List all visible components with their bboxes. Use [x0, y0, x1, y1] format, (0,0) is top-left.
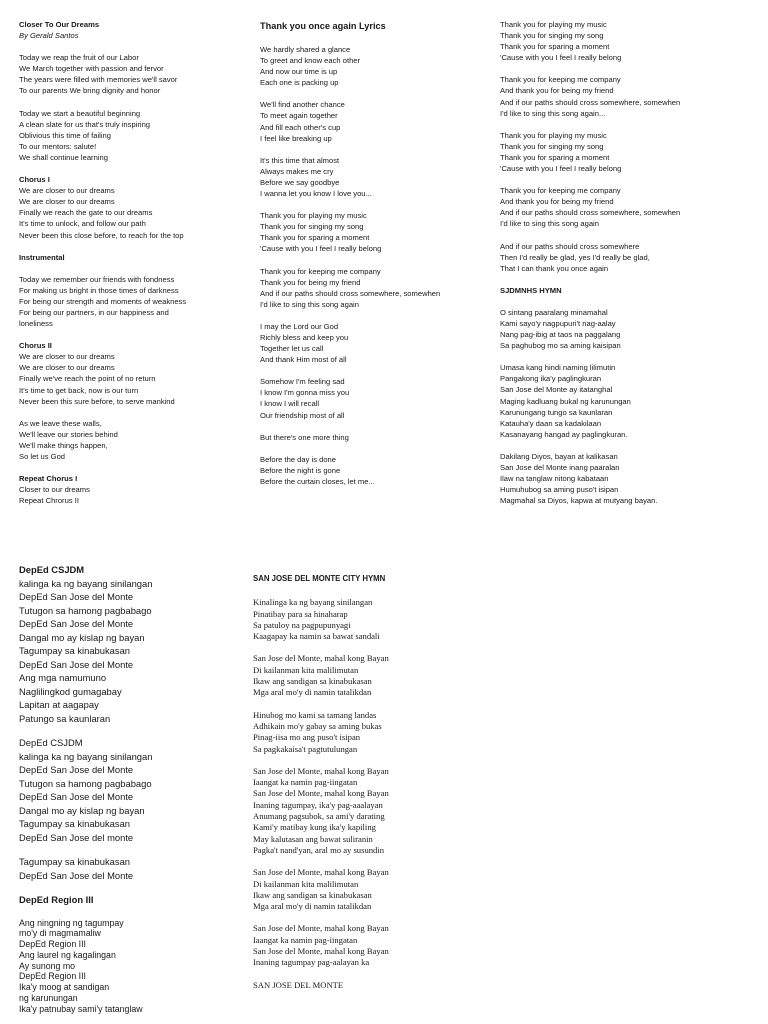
lyric-line: Always makes me cry — [260, 166, 334, 176]
lyrics-continued-column — [500, 19, 762, 506]
stanza — [19, 108, 244, 163]
lyric-line: Before the night is gone — [260, 465, 341, 475]
stanza-gap — [19, 163, 244, 174]
stanza — [19, 185, 244, 240]
lyric-line: Ay sunong mo — [19, 960, 76, 971]
lyric-line: Ika'y patnubay sami'y tatanglaw — [19, 1003, 143, 1014]
stanza — [19, 577, 244, 726]
stanza — [253, 867, 503, 912]
section-heading — [19, 893, 244, 907]
lyric-line: I wanna let you know I love you... — [260, 189, 372, 199]
stanza — [253, 597, 503, 642]
heading-text: Repeat Chorus I — [19, 474, 78, 484]
lyric-line: Sa patuloy na pagpupunyagi — [253, 619, 351, 630]
lyric-line: Thank you for keeping me company — [260, 266, 381, 276]
sjdm-city-hymn-column — [253, 573, 503, 991]
lyric-line: DepEd Region III — [19, 939, 86, 950]
lyric-line: Pinag-iisa mo ang puso't isipan — [253, 732, 361, 743]
stanza — [253, 710, 503, 755]
lyrics-body — [500, 19, 762, 506]
lyric-line: We are closer to our dreams — [19, 186, 115, 196]
stanza-gap — [253, 642, 503, 653]
lyric-line: Mga aral mo'y di namin tatalikdan — [253, 901, 372, 912]
lyric-line: And fill each other's cup — [260, 122, 341, 132]
lyric-line: Richly bless and keep you — [260, 332, 349, 342]
lyric-line: DepEd San Jose del Monte — [19, 658, 134, 670]
lyric-line: DepEd Region III — [19, 971, 86, 982]
lyric-line: I'd like to sing this song again — [500, 219, 599, 229]
lyric-line: But there's one more thing — [260, 432, 349, 442]
stanza — [260, 266, 492, 310]
stanza-gap — [253, 755, 503, 766]
lyric-line: Ang mga namumuno — [19, 672, 107, 683]
stanza — [260, 321, 492, 365]
lyric-line: San Jose del Monte, mahal kong Bayan — [253, 867, 389, 878]
stanza — [19, 418, 244, 462]
song-title: SAN JOSE DEL MONTE CITY HYMN — [253, 574, 386, 583]
lyric-line: For making us bright in those times of darkness — [19, 285, 179, 295]
stanza — [253, 980, 503, 991]
lyric-line: We are closer to our dreams — [19, 352, 115, 362]
lyric-line: Hinubog mo kami sa tamang landas — [253, 709, 377, 720]
lyric-line: Together let us call — [260, 344, 324, 354]
lyric-line: It's this time that almost — [260, 155, 340, 165]
stanza-gap — [19, 407, 244, 418]
song-title: Thank you once again Lyrics — [260, 21, 386, 31]
lyric-line: And if our paths should cross somewhere, somewhen — [500, 97, 681, 107]
heading-text: Instrumental — [19, 252, 65, 262]
lyric-line: San Jose del Monte inang paaralan — [500, 463, 620, 472]
lyric-line: Kami'y matibay kung ika'y kapiling — [253, 822, 376, 833]
lyric-line: San Jose del Monte, mahal kong Bayan — [253, 653, 389, 664]
lyric-line: May kalutasan ang bawat suliranin — [253, 833, 373, 844]
lyric-line: Thank you for being my friend — [260, 277, 361, 287]
lyric-line: Kami sayo'y nagpupuri't nag-aalay — [500, 318, 616, 328]
lyric-line: For being our strength and moments of weakness — [19, 296, 187, 306]
stanza-gap — [19, 725, 244, 736]
stanza — [19, 484, 244, 506]
stanza-gap — [19, 844, 244, 855]
closer-to-our-dreams-column — [19, 19, 244, 506]
lyric-line: Thank you for playing my music — [500, 20, 607, 29]
lyric-line: Dakilang Diyos, bayan at kalikasan — [500, 451, 618, 461]
lyric-line: Maging kadluang bukal ng karunungan — [500, 396, 631, 406]
spacer — [19, 41, 244, 52]
stanza-gap — [260, 199, 492, 210]
stanza — [500, 130, 762, 174]
lyric-line: And thank you for being my friend — [500, 197, 614, 207]
lyric-line: Dangal mo ay kislap ng bayan — [19, 804, 145, 816]
stanza-gap — [19, 462, 244, 473]
stanza-gap — [260, 310, 492, 321]
stanza-gap — [19, 329, 244, 340]
section-heading — [19, 252, 244, 263]
lyric-line: And now our time is up — [260, 67, 338, 77]
stanza-gap — [260, 255, 492, 266]
lyric-line: I'd like to sing this song again... — [500, 108, 606, 118]
lyric-line: Thank you for sparing a moment — [500, 152, 610, 162]
lyric-line: Pagka't nand'yan, aral mo ay susundin — [253, 844, 385, 855]
lyric-line: That I can thank you once again — [500, 263, 609, 273]
lyric-line: Tagumpay sa kinabukasan — [19, 856, 131, 867]
lyric-line: Dangal mo ay kislap ng bayan — [19, 631, 145, 643]
stanza-gap — [19, 907, 244, 918]
lyric-line: Before we say goodbye — [260, 177, 340, 187]
lyric-line: Thank you for keeping me company — [500, 186, 621, 196]
lyric-line: A clean slate for us that's truly inspiring — [19, 119, 151, 129]
lyric-line: I'd like to sing this song again — [260, 299, 359, 309]
stanza-gap — [253, 856, 503, 867]
lyric-line: Humuhubog sa aming puso't isipan — [500, 485, 619, 495]
lyric-line: Somehow I'm feeling sad — [260, 377, 345, 387]
lyric-line: I may the Lord our God — [260, 321, 339, 331]
heading-text: Chorus I — [19, 175, 50, 185]
stanza-gap — [19, 882, 244, 893]
heading-text: DepEd CSJDM — [19, 564, 85, 575]
lyric-line: We are closer to our dreams — [19, 197, 115, 207]
lyric-line: Closer to our dreams — [19, 485, 90, 495]
lyric-line: Iaangat ka namin pag-iingatan — [253, 934, 358, 945]
heading-text: Chorus II — [19, 341, 52, 351]
lyric-line: The years were filled with memories we'll savor — [19, 75, 178, 85]
lyric-line: 'Cause with you I feel I really belong — [260, 244, 382, 254]
lyric-line: Ang ningning ng tagumpay — [19, 917, 124, 928]
lyric-line: Oblivious this time of failing — [19, 130, 112, 140]
stanza — [19, 274, 244, 329]
lyric-line: DepEd San Jose del Monte — [19, 591, 134, 602]
lyric-line: Inaning tagumpay, ika'y pag-aaalayan — [253, 799, 383, 810]
lyric-line: It's time to get back, now is our turn — [19, 385, 139, 395]
stanza-gap — [500, 174, 762, 185]
lyric-line: Finally we've reach the point of no return — [19, 374, 156, 384]
stanza-gap — [19, 241, 244, 252]
lyric-line: San Jose del Monte, mahal kong Bayan — [253, 788, 389, 799]
lyric-line: So let us God — [19, 452, 66, 461]
lyric-line: DepEd CSJDM — [19, 737, 83, 748]
lyric-line: Today we reap the fruit of our Labor — [19, 53, 139, 63]
stanza — [260, 432, 492, 443]
heading-text: DepEd Region III — [19, 894, 94, 905]
lyric-line: Our friendship most of all — [260, 410, 345, 420]
stanza-gap — [19, 97, 244, 108]
lyric-line: Thank you for singing my song — [260, 222, 364, 232]
lyric-line: Tagumpay sa kinabukasan — [19, 818, 131, 829]
stanza-gap — [500, 351, 762, 362]
lyric-line: Ika'y moog at sandigan — [19, 982, 110, 993]
stanza-gap — [253, 699, 503, 710]
lyric-line: And if our paths should cross somewhere, somewhen — [260, 288, 441, 298]
lyric-line: Tagumpay sa kinabukasan — [19, 645, 131, 656]
lyric-line: Ikaw ang sandigan sa kinabukasan — [253, 889, 372, 900]
lyric-line: Thank you for playing my music — [500, 130, 607, 140]
lyric-line: San Jose del Monte, mahal kong Bayan — [253, 946, 389, 957]
stanza — [260, 210, 492, 254]
stanza-gap — [260, 88, 492, 99]
lyric-line: Before the day is done — [260, 454, 336, 464]
stanza-gap — [260, 421, 492, 432]
stanza-gap — [500, 296, 762, 307]
lyric-line: Thank you for keeping me company — [500, 75, 621, 85]
stanza — [260, 44, 492, 88]
lyric-line: 'Cause with you I feel I really belong — [500, 53, 622, 63]
stanza — [500, 451, 762, 506]
lyric-line: And if our paths should cross somewhere — [500, 241, 640, 251]
lyric-line: Ikaw ang sandigan sa kinabukasan — [253, 676, 372, 687]
lyric-line: As we leave these walls, — [19, 418, 102, 428]
song-title: Closer To Our Dreams — [19, 20, 100, 29]
stanza — [253, 653, 503, 698]
lyric-line: And thank Him most of all — [260, 355, 347, 365]
lyric-line: Thank you for sparing a moment — [500, 42, 610, 52]
lyric-line: Nang pag-ibig at taos na paggalang — [500, 330, 621, 340]
lyric-line: Inaning tagumpay pag-aalayan ka — [253, 957, 370, 968]
lyric-line: SAN JOSE DEL MONTE — [253, 979, 344, 990]
lyrics-body — [19, 52, 244, 506]
stanza — [500, 307, 762, 351]
lyric-line: kalinga ka ng bayang sinilangan — [19, 750, 153, 762]
lyric-line: DepEd San Jose del Monte — [19, 764, 134, 775]
lyric-line: We'll leave our stories behind — [19, 429, 118, 439]
stanza — [19, 855, 244, 882]
lyric-line: Karunungang tungo sa kaunlaran — [500, 407, 613, 417]
stanza-gap — [260, 443, 492, 454]
lyric-line: Sa paghubog mo sa aming kaisipan — [500, 341, 621, 351]
lyric-line: Pinatibay para sa hinaharap — [253, 608, 348, 619]
lyric-line: loneliness — [19, 319, 53, 329]
lyric-line: Di kailanman kita malilimutan — [253, 664, 359, 675]
stanza — [500, 185, 762, 229]
stanza — [260, 376, 492, 420]
lyric-line: O sintang paaralang minamahal — [500, 307, 608, 317]
lyric-line: Thank you for singing my song — [500, 141, 604, 151]
lyric-line: Anumang pagsubok, sa ami'y darating — [253, 811, 385, 822]
lyric-line: To our mentors: salute! — [19, 141, 97, 151]
lyric-line: It's time to unlock, and follow our path — [19, 219, 146, 229]
lyric-line: 'Cause with you I feel I really belong — [500, 164, 622, 174]
stanza-gap — [500, 230, 762, 241]
lyrics-body — [253, 597, 503, 991]
stanza-gap — [260, 144, 492, 155]
stanza — [253, 923, 503, 968]
lyric-line: Then I'd really be glad, yes I'd really be glad, — [500, 252, 650, 262]
lyric-line: Pangakong ika'y paglingkuran — [500, 374, 602, 384]
lyric-line: Tutugon sa hamong pagbabago — [19, 604, 152, 616]
stanza-gap — [253, 969, 503, 980]
lyric-line: And thank you for being my friend — [500, 86, 614, 96]
stanza — [253, 766, 503, 856]
stanza — [260, 454, 492, 487]
lyric-line: DepEd San Jose del Monte — [19, 791, 134, 802]
lyric-line: DepEd San Jose del Monte — [19, 869, 134, 881]
lyric-line: mo'y di magmamaliw — [19, 928, 101, 939]
stanza — [19, 736, 244, 844]
lyric-line: DepEd San Jose del monte — [19, 831, 134, 843]
stanza — [260, 99, 492, 143]
lyric-line: And if our paths should cross somewhere, somewhen — [500, 208, 681, 218]
lyric-line: Katauha'y daan sa kadakilaan — [500, 418, 602, 428]
lyric-line: Umasa kang hindi naming lilimutin — [500, 363, 616, 373]
lyric-line: Thank you for sparing a moment — [260, 233, 370, 243]
stanza-gap — [500, 119, 762, 130]
lyric-line: To our parents We bring dignity and honor — [19, 86, 161, 96]
lyrics-body — [19, 563, 244, 1015]
stanza-gap — [500, 274, 762, 285]
lyric-line: Never been this sure before, to serve mankind — [19, 396, 175, 406]
stanza — [500, 241, 762, 274]
lyrics-body — [260, 44, 492, 487]
stanza-gap — [500, 440, 762, 451]
lyric-line: To meet again together — [260, 111, 338, 121]
lyric-line: I know I will recall — [260, 399, 320, 409]
section-heading — [19, 340, 244, 351]
lyric-line: I know I'm gonna miss you — [260, 388, 350, 398]
stanza — [260, 155, 492, 199]
lyric-line: Kaagapay ka namin sa bawat sandali — [253, 631, 380, 642]
stanza — [500, 19, 762, 63]
section-heading — [19, 473, 244, 484]
lyric-line: For being our partners, in our happiness and — [19, 307, 169, 317]
section-heading — [19, 174, 244, 185]
stanza-gap — [260, 365, 492, 376]
song-author: By Gerald Santos — [19, 31, 79, 41]
lyric-line: Each one is packing up — [260, 78, 339, 88]
lyric-line: San Jose del Monte ay itatanghal — [500, 385, 613, 395]
lyric-line: Ilaw na tanglaw nitong kabataan — [500, 474, 609, 484]
lyric-line: Finally we reach the gate to our dreams — [19, 208, 153, 218]
lyric-line: kalinga ka ng bayang sinilangan — [19, 577, 153, 589]
stanza-gap — [19, 263, 244, 274]
lyric-line: Before the curtain closes, let me... — [260, 476, 375, 486]
lyric-line: To greet and know each other — [260, 56, 361, 66]
lyric-line: San Jose del Monte, mahal kong Bayan — [253, 765, 389, 776]
lyric-line: We March together with passion and fervor — [19, 64, 164, 74]
lyric-line: Patungo sa kaunlaran — [19, 712, 111, 724]
deped-hymns-column — [19, 563, 244, 1015]
lyric-line: Mga aral mo'y di namin tatalikdan — [253, 687, 372, 698]
section-heading — [500, 285, 762, 296]
lyric-line: Lapitan at aagapay — [19, 699, 99, 710]
lyric-line: Tutugon sa hamong pagbabago — [19, 777, 152, 789]
lyric-line: We shall continue learning — [19, 152, 108, 162]
lyric-line: ng karunungan — [19, 993, 78, 1004]
stanza — [19, 52, 244, 96]
stanza — [19, 918, 244, 1015]
lyric-line: Thank you for playing my music — [260, 211, 367, 221]
lyric-line: I feel like breaking up — [260, 133, 332, 143]
lyric-line: Ang laurel ng kagalingan — [19, 949, 116, 960]
lyric-line: We are closer to our dreams — [19, 363, 115, 373]
lyric-line: Naglilingkod gumagabay — [19, 685, 122, 697]
lyric-line: Adhikain mo'y gabay sa aming bukas — [253, 720, 382, 731]
thank-you-once-again-column — [260, 20, 492, 487]
lyric-line: Kinalinga ka ng bayang sinilangan — [253, 597, 373, 608]
lyric-line: Today we start a beautiful beginning — [19, 108, 141, 118]
stanza-gap — [253, 912, 503, 923]
stanza — [500, 74, 762, 118]
lyric-line: Thank you for singing my song — [500, 31, 604, 41]
lyric-line: Sa pagkakaisa't pagtutulungan — [253, 743, 358, 754]
lyric-line: Today we remember our friends with fondness — [19, 274, 175, 284]
lyric-line: Iaangat ka namin pag-iingatan — [253, 777, 358, 788]
lyric-line: San Jose del Monte, mahal kong Bayan — [253, 923, 389, 934]
section-heading — [19, 563, 244, 577]
lyric-line: DepEd San Jose del Monte — [19, 618, 134, 629]
stanza — [500, 362, 762, 440]
heading-text: SJDMNHS HYMN — [500, 285, 562, 295]
lyric-line: We'll make things happen, — [19, 440, 108, 450]
lyric-line: Magmahal sa Diyos, kapwa at mutyang bayan. — [500, 496, 658, 506]
lyric-line: Never been this close before, to reach for the top — [19, 230, 184, 240]
lyric-line: Repeat Chrorus II — [19, 496, 79, 506]
lyric-line: Di kailanman kita malilimutan — [253, 878, 359, 889]
stanza-gap — [500, 63, 762, 74]
stanza — [19, 351, 244, 406]
lyric-line: Kasanayang hangad ay paglingkuran. — [500, 429, 628, 439]
lyric-line: We hardly shared a glance — [260, 45, 351, 54]
lyric-line: We'll find another chance — [260, 100, 345, 110]
